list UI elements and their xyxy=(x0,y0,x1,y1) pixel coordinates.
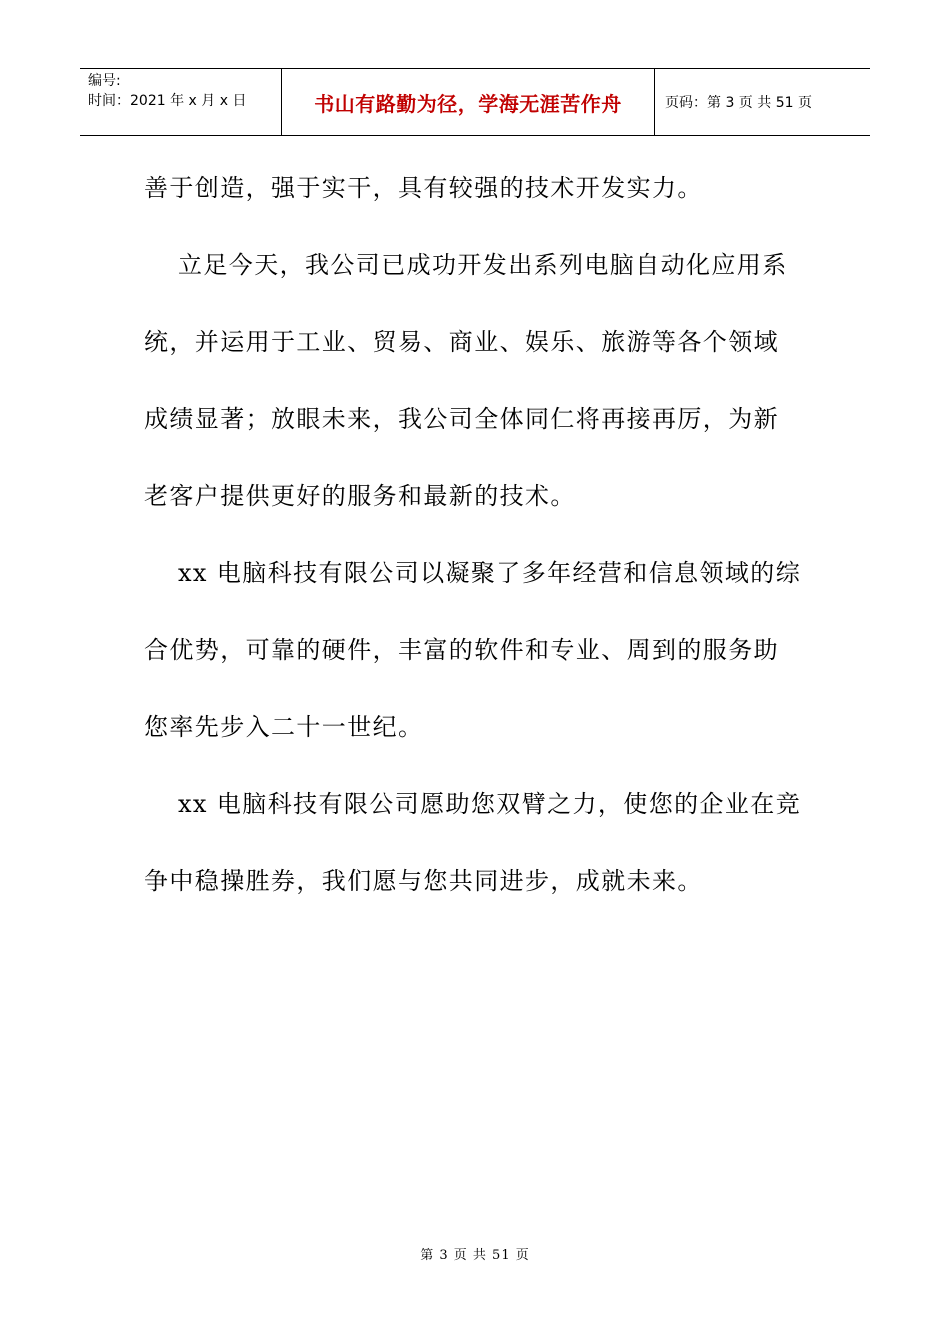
body-line-9: xx 电脑科技有限公司愿助您双臂之力，使您的企业在竞 xyxy=(178,790,802,818)
header-meta xyxy=(88,71,283,111)
body-line-2: 立足今天，我公司已成功开发出系列电脑自动化应用系 xyxy=(178,251,788,279)
body-line-3: 统，并运用于工业、贸易、商业、娱乐、旅游等各个领域 xyxy=(144,328,779,356)
header-page-info: 页码：第 3 页 共 51 页 xyxy=(665,95,812,111)
document-date: 时间：2021 年 x 月 x 日 xyxy=(88,93,247,109)
header-motto: 书山有路勤为径，学海无涯苦作舟 xyxy=(314,91,622,116)
document-body xyxy=(144,150,808,920)
body-line-8: 您率先步入二十一世纪。 xyxy=(144,713,424,741)
body-line-4: 成绩显著；放眼未来，我公司全体同仁将再接再厉，为新 xyxy=(144,405,779,433)
body-line-1: 善于创造，强于实干，具有较强的技术开发实力。 xyxy=(144,174,703,202)
body-line-10: 争中稳操胜券，我们愿与您共同进步，成就未来。 xyxy=(144,867,703,895)
body-line-7: 合优势，可靠的硬件，丰富的软件和专业、周到的服务助 xyxy=(144,636,779,664)
document-number-label: 编号: xyxy=(88,73,121,89)
header-divider-right xyxy=(654,69,655,135)
body-line-5: 老客户提供更好的服务和最新的技术。 xyxy=(144,482,576,510)
page-header xyxy=(80,68,870,136)
body-line-6: xx 电脑科技有限公司以凝聚了多年经营和信息领域的综 xyxy=(178,559,802,587)
page-footer: 第 3 页 共 51 页 xyxy=(420,1248,530,1263)
